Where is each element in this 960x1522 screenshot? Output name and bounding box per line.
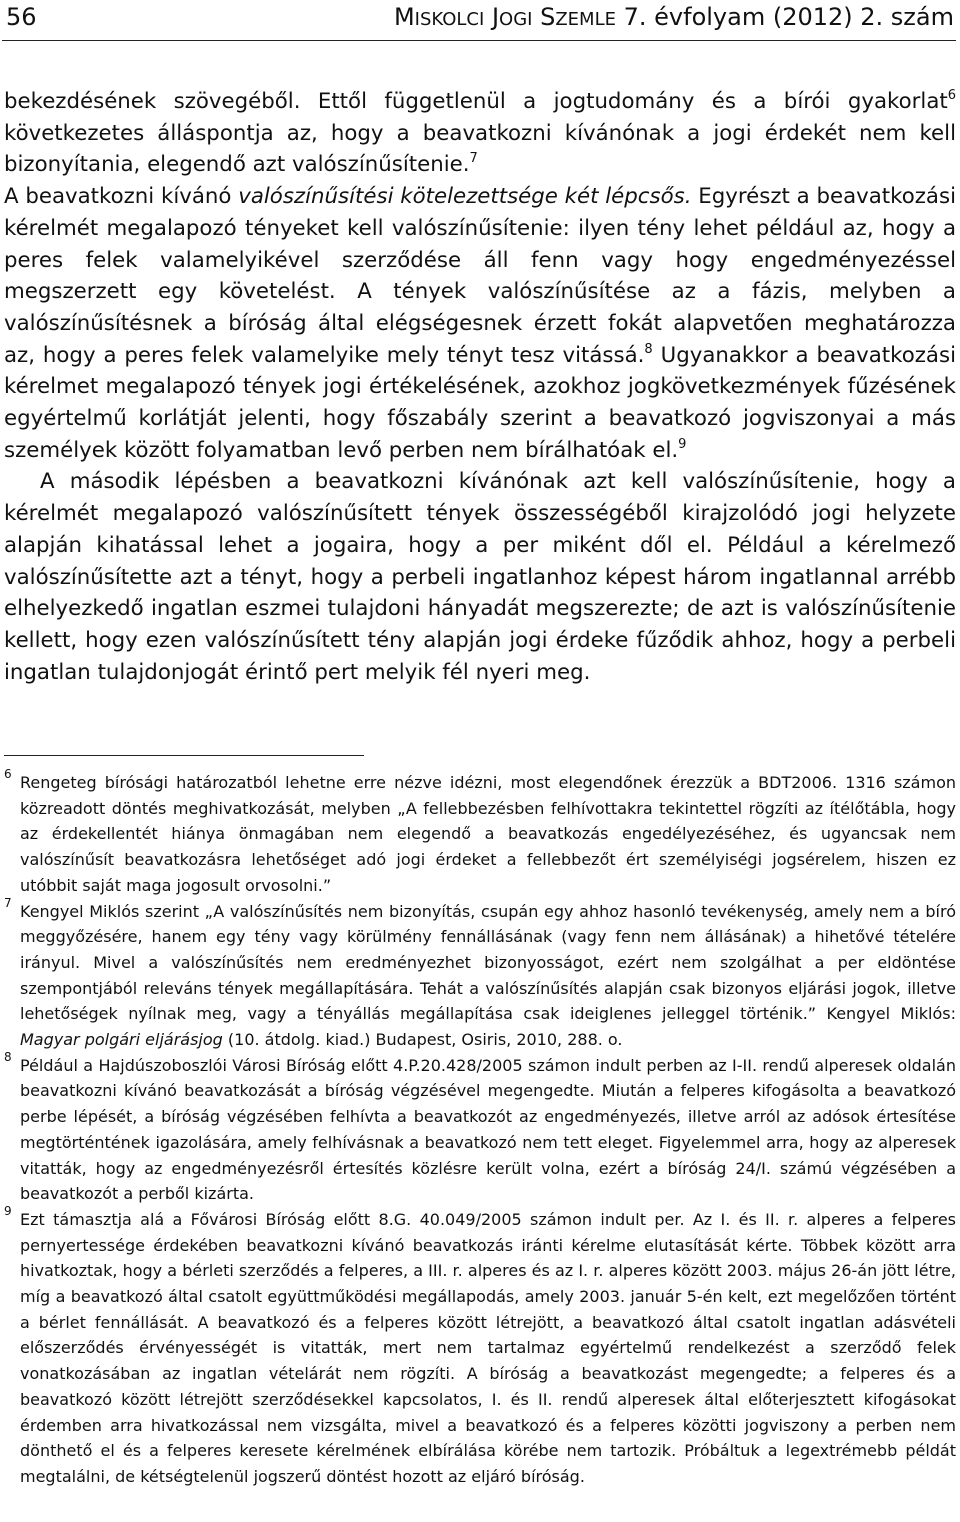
footnote-number: 9 [4, 1203, 12, 1218]
page-header [6, 2, 954, 36]
body-text [4, 86, 956, 688]
paragraph-3: A második lépésben a beavatkozni kívánónak azt kell valószínűsítenie, hogy a kérelmét megalapozó valószínűsített tények összességéből kirajzolódó jogi helyzete alapján kihatással lehet a jogaira, hogy a per miként dől el. Például a kérelmező valószínűsítette azt a tényt, hogy a perbeli ingatlanhoz képest három ingatlannal arrébb elhelyezkedő ingatlan eszmei tulajdoni hányadát megszerezte; de azt is valószínűsítenie kellett, hogy ezen valószínűsített tény alapján jogi érdeke fűződik ahhoz, hogy a perbeli ingatlan tulajdonjogát érintő pert melyik fél nyeri meg. [4, 469, 956, 685]
book-title: Magyar polgári eljárásjog [20, 1030, 223, 1050]
footnote-number: 6 [4, 767, 12, 781]
header-divider [2, 40, 956, 41]
footnote-text: Rengeteg bírósági határozatból lehetne erre nézve idézni, most elegendőnek érezzük a BDT2006. 1316 számon közreadott döntés meghivatkozását, melyben „A fellebbezésben felhívottakra tekintettel rögzíti az ítélőtábla, hogy az érdekellentét hiánya önmagában nem elegendő a beavatkozás engedélyezéséhez, és ugyancsak nem valószínűsít beavatkozásra lehetőséget adó jogi érdeket a fellebbezőt ért személyiségi jogsérelem, hiszen ez utóbbit saját maga jogosult orvosolni.” [20, 773, 956, 895]
footnote-text: Kengyel Miklós szerint „A valószínűsítés nem bizonyítás, csupán egy ahhoz hasonló tevékenység, amely nem a bíró meggyőzésére, hanem egy tény vagy körülmény fennállásának (vagy fenn nem állásának) a hihetővé tételére irányul. Mivel a valószínűsítés nem eredményezhet bizonyosságot, ezért nem szolgálhat a per eldöntése szempontjából releváns tények megállapítására. Tehát a valószínűsítés alapján csak bizonyos eljárási jogok, illetve lehetőségek nyílnak meg, vagy a tényállás megállapítása csak ideiglenes jelleggel történik.” Kengyel Miklós: [20, 901, 956, 1024]
footnote-text: Ezt támasztja alá a Fővárosi Bíróság előtt 8.G. 40.049/2005 számon indult per. Az I. és II. r. alperes a felperes pernyertessége érdekében beavatkozni kívánó beavatkozás iránti kérelme elutasítását kérte. Többek között arra hivatkoztak, hogy a bérleti szerződés a felperes, a III. r. alperes és az I. r. alperes között 2003. május 26-án jött létre, míg a beavatkozó által csatolt együttműködési megállapodás, amely 2003. január 5-én kelt, ezt megelőzően történt a bérlet fennállását. A beavatkozó és a felperes között létrejött, a beavatkozó által csatolt ingatlan adásvételi előszerződés érvényességét is vitatták, mert nem tartalmaz egyértelmű rendelkezést a szerződő felek vonatkozásában az ingatlan vételárát nem rögzíti. A bíróság a beavatkozást megengedte; a felperes és a beavatkozó között létrejött szerződésekkel kapcsolatos, I. és II. rendű alperesek által előterjesztett kifogásokat érdemben arra hivatkozással nem vizsgálta, mivel a beavatkozó és a felperes közötti jogviszony a perben nem dönthető el és a felperes keresete kérelmének elbírálása körébe nem tartozik. Próbáltuk a legextrémebb példát megtalálni, de kétségtelenül jogszerű döntést hozott az eljáró bíróság. [20, 1209, 956, 1486]
footnote-ref-8[interactable]: 8 [644, 341, 653, 357]
footnote-ref-6[interactable]: 6 [947, 88, 956, 103]
footnote-number: 7 [4, 895, 12, 910]
paragraph-1: bekezdésének szövegéből. Ettől függetlenül a jogtudomány és a bírói gyakorlat$^6$ következetes álláspontja az, hogy a beavatkozni kívánónak a jogi érdekét nem kell bizonyítania, elegendő azt valószínűsítenie.$^7$ [4, 88, 956, 178]
footnote-7: 7 Kengyel Miklós szerint „A valószínűsítés nem bizonyítás, csupán egy ahhoz hasonló tevékenység, amely nem a bíró meggyőzésére, hanem egy tény vagy körülmény fennállásának (vagy fenn nem állásának) a hihetővé tételére irányul. Mivel a valószínűsítés nem eredményezhet bizonyosságot, ezért nem szolgálhat a per eldöntése szempontjából releváns tények megállapítására. Tehát a valószínűsítés alapján csak bizonyos eljárási jogok, illetve lehetőségek nyílnak meg, vagy a tényállás megállapítása csak ideiglenes jelleggel történik.” Kengyel Miklós: Magyar polgári eljárásjog (10. átdolg. kiad.) Budapest, Osiris, 2010, 288. o. [4, 899, 956, 1053]
footnote-8 [4, 1049, 956, 1207]
page-number: 56 [6, 3, 37, 31]
footnote-ref-9[interactable]: 9 [678, 436, 687, 452]
footnote-number: 8 [4, 1049, 12, 1064]
paragraph-2: A beavatkozni kívánó valószínűsítési kötelezettsége két lépcsős. Egyrészt a beavatkozási kérelmét megalapozó tényeket kell valószínűsítenie: ilyen tény lehet például az, hogy a peres felek valamelyikével szerződése áll fenn vagy hogy engedményezéssel megszerzett egy követelést. A tények valószínűsítése az a fázis, melyben a valószínűsítésnek a bíróság által elégségesnek érzett fokát alapvetően meghatározza az, hogy a peres felek valamelyike mely tényt tesz vitássá.$^8$ Ugyanakkor a beavatkozási kérelmet megalapozó tények jogi értékelésének, azokhoz jogkövetkezmények fűzésének egyértelmű korlátját jelenti, hogy főszabály szerint a beavatkozó jogviszonyai a más személyek között folyamatban levő perben nem bírálhatóak el.$^9$ [4, 184, 956, 463]
footnote-divider [4, 755, 364, 756]
footnote-6 [4, 767, 956, 899]
footnotes [4, 767, 956, 1490]
journal-title: MISKOLCI JOGI SZEMLE 7. évfolyam (2012) 2. szám [393, 3, 954, 31]
footnote-9 [4, 1203, 956, 1490]
emphasis-text: valószínűsítési kötelezettsége két lépcsős. [238, 184, 692, 210]
footnote-ref-7[interactable]: 7 [469, 151, 478, 167]
footnote-text: Például a Hajdúszoboszlói Városi Bíróság előtt 4.P.20.428/2005 számon indult perben az I-II. rendű alperesek oldalán beavatkozni kívánó beavatkozását a bíróság végzésével megengedte. Miután a felperes kifogásolta a beavatkozó perbe lépését, a bíróság végzésében felhívta a beavatkozót az engedményezés, illetve arról az adósok értesítése megtörténtének igazolására, amely felhívásnak a beavatkozó nem tett eleget. Figyelemmel arra, hogy az alperesek vitatták, hogy az engedményezésről értesítés közlésre került volna, ezért a bíróság 24/I. számú végzésében a beavatkozót a perből kizárta. [20, 1055, 956, 1204]
